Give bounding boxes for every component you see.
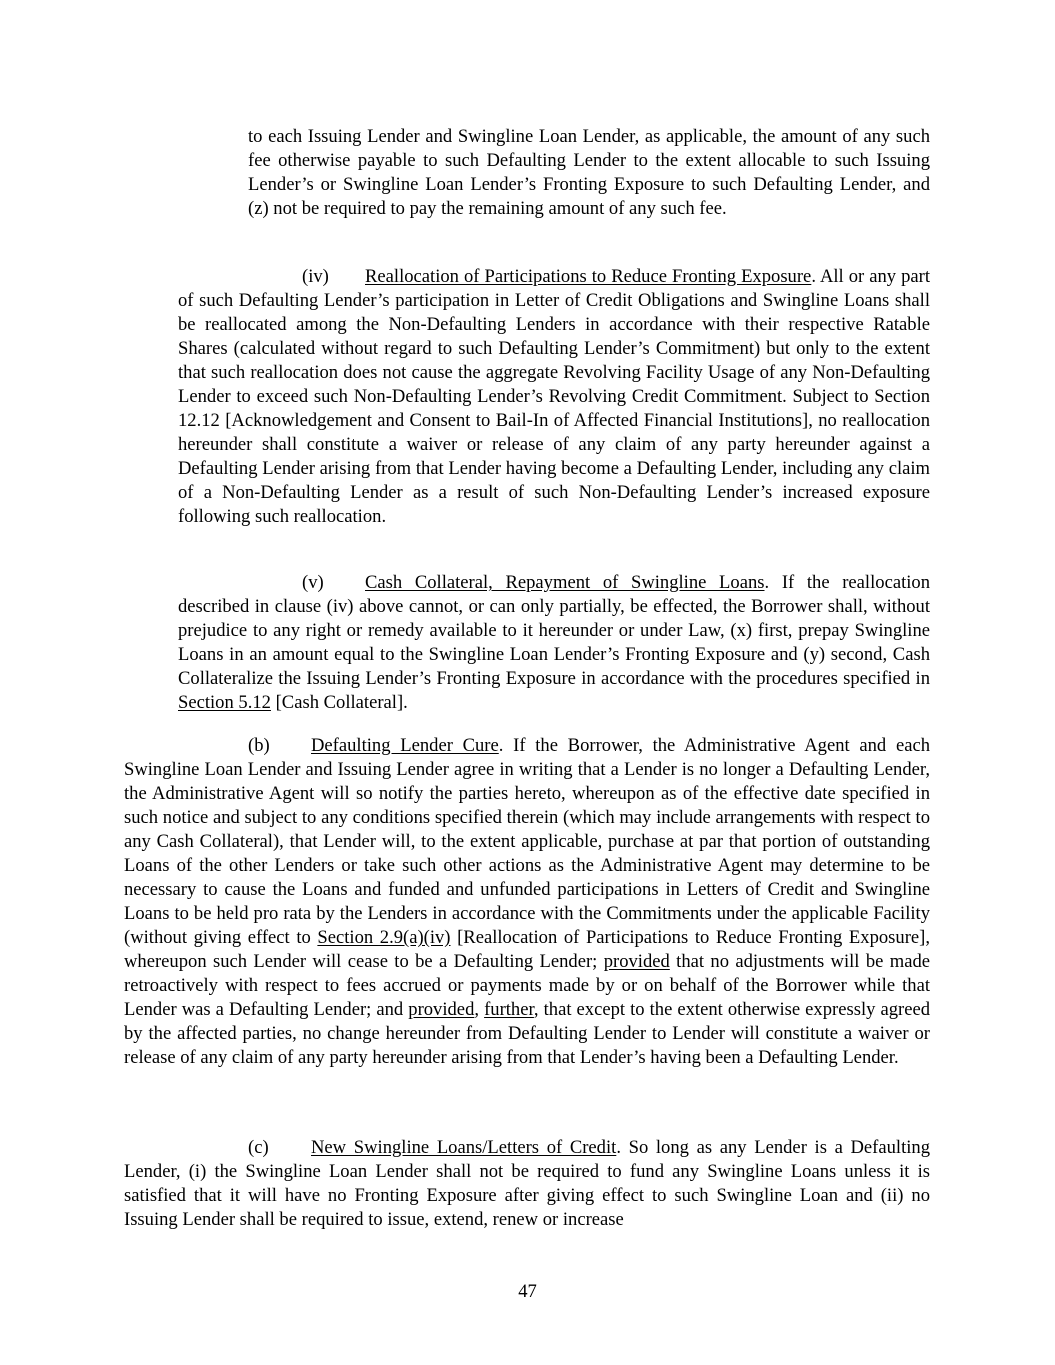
clause-b-further: further: [484, 999, 534, 1020]
clause-c-label: (c): [248, 1137, 269, 1158]
clause-b-provided-2: provided: [408, 999, 475, 1020]
clause-v-paragraph: [178, 571, 930, 715]
clause-b-comma: ,: [474, 999, 485, 1020]
clause-c-body: . So long as any Lender is a Defaulting Lender, (i) the Swingline Loan Lender shall not be required to fund any Swingline Loans unless it is satisfied that it will have no Fronting Exposure after giving effect to such Swingline Loan and (ii) no Issuing Lender shall be required to issue, extend, renew or increase: [124, 1137, 930, 1230]
clause-b-body-1: . If the Borrower, the Administrative Agent and each Swingline Loan Lender and Issuing Lender agree in writing that a Lender is no longer a Defaulting Lender, the Administrative Agent will so notify the parties hereto, whereupon as of the effective date specified in such notice and subject to any conditions specified therein (which may include arrangements with respect to any Cash Collateral), that Lender will, to the extent applicable, purchase at par that portion of outstanding Loans of the other Lenders or take such other actions as the Administrative Agent may determine to be necessary to cause the Loans and funded and unfunded participations in Letters of Credit and Swingline Loans to be held pro rata by the Lenders in accordance with the Commitments under the applicable Facility (without giving effect to: [124, 735, 931, 948]
clause-b-section-ref: Section 2.9(a)(iv): [317, 927, 451, 948]
clause-iv-body: . All or any part of such Defaulting Lender’s participation in Letter of Credit Obligations and Swingline Loans shall be reallocated among the Non-Defaulting Lenders in accordance with their respective Ratable Shares (calculated without regard to such Defaulting Lender’s Commitment) but only to the extent that such reallocation does not cause the aggregate Revolving Facility Usage of any Non-Defaulting Lender to exceed such Non-Defaulting Lender’s Revolving Credit Commitment. Subject to Section 12.12 [Acknowledgement and Consent to Bail-In of Affected Financial Institutions], no reallocation hereunder shall constitute a waiver or release of any claim of any party hereunder against a Defaulting Lender arising from that Lender having become a Defaulting Lender, including any claim of a Non-Defaulting Lender as a result of such Non-Defaulting Lender’s increased exposure following such reallocation.: [178, 266, 931, 527]
clause-iv-heading: Reallocation of Participations to Reduce Fronting Exposure: [365, 266, 812, 287]
clause-iv-label: (iv): [302, 266, 329, 287]
clause-v-body-2: [Cash Collateral].: [270, 692, 408, 713]
clause-v-section-ref: Section 5.12: [178, 692, 271, 713]
clause-v-label: (v): [302, 572, 324, 593]
clause-v-heading: Cash Collateral, Repayment of Swingline Loans: [365, 572, 765, 593]
clause-c-paragraph: [124, 1136, 930, 1232]
clause-b-provided-1: provided: [603, 951, 670, 972]
continuation-paragraph: [248, 125, 930, 221]
clause-b-body-3: that no adjustments will be made retroactively with respect to fees accrued or payments made by or on behalf of the Borrower while that Lender was a Defaulting Lender; and: [124, 951, 931, 1020]
clause-iv-paragraph: [178, 265, 930, 529]
clause-b-label: (b): [248, 735, 270, 756]
continuation-text: to each Issuing Lender and Swingline Loan Lender, as applicable, the amount of any such fee otherwise payable to such Defaulting Lender to the extent allocable to such Issuing Lender’s or Swingline Loan Lender’s Fronting Exposure to such Defaulting Lender, and (z) not be required to pay the remaining amount of any such fee.: [248, 126, 930, 219]
clause-c-heading: New Swingline Loans/Letters of Credit: [311, 1137, 617, 1158]
clause-b-body-2: [Reallocation of Participations to Reduce Fronting Exposure], whereupon such Lender will cease to be a Defaulting Lender;: [124, 927, 930, 972]
clause-b-body-4: , that except to the extent otherwise expressly agreed by the affected parties, no change hereunder from Defaulting Lender to Lender will constitute a waiver or release of any claim of any party hereunder arising from that Lender’s having been a Defaulting Lender.: [124, 999, 930, 1068]
page-number: 47: [518, 1281, 537, 1302]
clause-b-heading: Defaulting Lender Cure: [311, 735, 499, 756]
clause-b-paragraph: [124, 734, 930, 1070]
clause-v-body-1: . If the reallocation described in clause (iv) above cannot, or can only partially, be effected, the Borrower shall, without prejudice to any right or remedy available to it hereunder or under Law, (x) first, prepay Swingline Loans in an amount equal to the Swingline Loan Lender’s Fronting Exposure and (y) second, Cash Collateralize the Issuing Lender’s Fronting Exposure in accordance with the procedures specified in: [178, 572, 930, 689]
